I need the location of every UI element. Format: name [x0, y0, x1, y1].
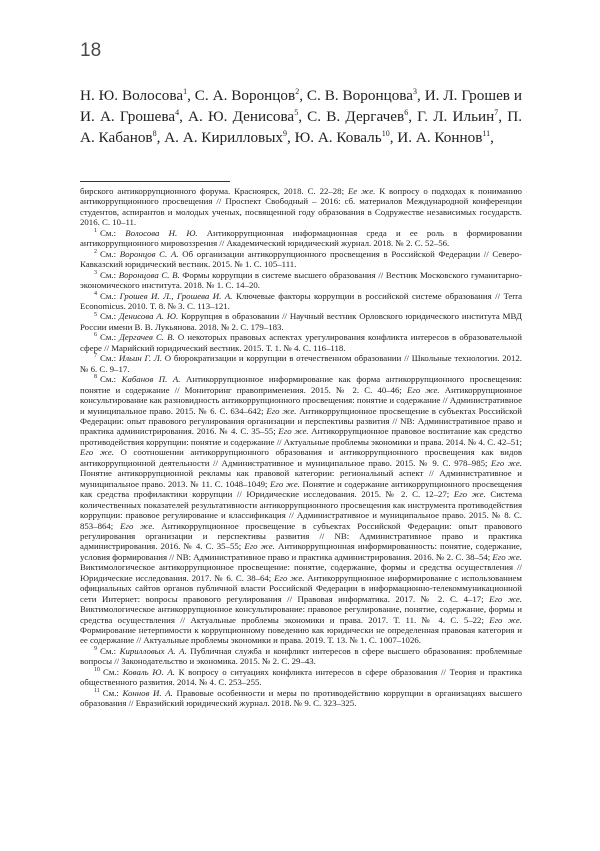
footnote: [80, 291, 522, 312]
footnote-number: 5: [94, 311, 97, 318]
footnote-number: 2: [94, 248, 97, 255]
footnote-text: См.: Воронцов С. А. Об организации антикоррупционного просвещения в Российской Федерации // Северо-Кавказский юридический вестник. 2015. № 1. С. 105–111.: [80, 248, 522, 270]
footnote: [80, 374, 522, 646]
footnote: [80, 688, 522, 709]
footnote-text: См.: Денисова А. Ю. Коррупция в образовании // Научный вестник Орловского юридического института МВД России имени В. В. Лукьянова. 2018. № 2. С. 179–183.: [80, 311, 522, 332]
footnote: [80, 186, 522, 228]
footnote-separator: [80, 181, 230, 182]
footnote: [80, 311, 522, 332]
footnote-text: См.: Коваль Ю. А. К вопросу о ситуациях конфликта интересов в сфере образования // Теория и практика общественного развития. 2014. № 4. С. 253–255.: [80, 666, 522, 688]
page-number: 18: [80, 40, 102, 61]
footnote-text: См.: Воронцова С. В. Формы коррупции в системе высшего образования // Вестник Московского гуманитарно-экономического института. 2018. № 1. С. 14–20.: [80, 269, 522, 291]
footnote: [80, 646, 522, 667]
footnote-number: 1: [94, 227, 97, 234]
footnotes-section: [80, 186, 522, 709]
footnote-number: 4: [94, 290, 97, 297]
footnote: [80, 667, 522, 688]
footnote-number: 6: [94, 332, 97, 339]
footnote-number: 11: [94, 687, 100, 694]
footnote-text: См.: Кирилловых А. А. Публичная служба и конфликт интересов в сфере высшего образования: проблемные вопросы // Законодательство и экономика. 2015. № 2. С. 29–43.: [80, 645, 522, 667]
footnote-number: 7: [94, 353, 97, 360]
footnote-number: 10: [94, 666, 100, 673]
footnote: [80, 228, 522, 249]
footnote-text: См.: Ильин Г. Л. О бюрократизации и коррупции в отечественном образовании // Школьные технологии. 2012. № 6. С. 9–17.: [80, 353, 522, 374]
footnote: [80, 353, 522, 374]
footnote-text: См.: Грошев И. Л., Грошева И. А. Ключевые факторы коррупции в российской системе образования // Terra Economicus. 2010. Т. 8. № 3. С. 113–121.: [80, 290, 522, 311]
footnote: [80, 332, 522, 353]
footnote-text: бирского антикоррупционного форума. Красноярск, 2018. С. 22–28; Ее же. К вопросу о подходах к пониманию антикоррупционного просвещения // Проспект Свободный – 2016: сб. материалов Международной конференции студентов, аспирантов и молодых ученых, посвященной году образования в Содружестве независимых государств. 2016. С. 10–11.: [80, 186, 523, 228]
footnote-text: См.: Волосова Н. Ю. Антикоррупционная информационная среда и ее роль в формировании антикоррупционного мировоззрения // Академический юридический журнал. 2018. № 2. С. 52–56.: [80, 227, 522, 249]
footnote-text: См.: Коннов И. А. Правовые особенности и меры по противодействию коррупции в организациях высшего образования // Евразийский юридический журнал. 2018. № 9. С. 323–325.: [80, 687, 523, 709]
footnote: [80, 249, 522, 270]
footnote-text: См.: Дергачев С. В. О некоторых правовых аспектах урегулирования конфликта интересов в образовательной сфере // Марийский юридический вестник. 2015. Т. 1. № 4. С. 116–118.: [80, 332, 523, 353]
author-list: Н. Ю. Волосова$^1$, С. А. Воронцов$^2$, С. В. Воронцова$^3$, И. Л. Грошев и И. А. Грошева$^4$, А. Ю. Денисова$^5$, С. В. Дергачев$^6$, Г. Л. Ильин$^7$, П. А. Кабанов$^8$, А. А. Кирилловых$^9$, Ю. А. Коваль$^{10}$, И. А. Коннов$^{11}$,: [80, 86, 523, 146]
footnote-number: 8: [94, 374, 97, 381]
footnote-text: См.: Кабанов П. А. Антикоррупционное информирование как форма антикоррупционного просвещения: понятие и содержание // Мониторинг правоприменения. 2015. № 2. С. 40–46; Его же. Антикоррупционное консультирование как разновидность антикоррупционного просвещения: понятие и содержание // Административное и муниципальное право. 2015. № 6. С. 634–642; Его же. Антикоррупционное просвещение в субъектах Российской Федерации: опыт правового регулирования организации и перспективы развития // NB: Административное право и практика администрирования. 2016. № 4. С. 35–55; Его же. Антикоррупционное правовое воспитание как средство противодействия коррупции: понятие и содержание // Актуальные проблемы экономики и права. 2014. № 4. С. 42–51; Его же. О соотношении антикоррупционного образования и антикоррупционного просвещения как видов антикоррупционной деятельности // Административное и муниципальное право. 2015. № 9. С. 978–985; Его же. Понятие антикоррупционной рекламы как правовой категории: региональный аспект // Административное и муниципальное право. 2013. № 11. С. 1048–1049; Его же. Понятие и содержание антикоррупционного просвещения как средства профилактики коррупции // Юридические исследования. 2015. № 2. С. 12–27; Его же. Система количественных показателей результативности антикоррупционного просвещения как инструмента противодействия коррупции: правовое регулирование и классификация // Административное и муниципальное право. 2015. № 8. С. 853–864; Его же. Антикоррупционное просвещение в субъектах Российской Федерации: опыт правового регулирования организации и перспективы развития // NB: Административное право и практика администрирования. 2016. № 4. С. 35–55; Его же. Антикоррупционная информированность: понятие, содержание, условия формирования // NB: Административное право и практика администрирования. 2016. № 2. С. 38–54; Его же. Виктимологическое антикоррупционное просвещение: понятие, содержание, формы и средства осуществления // Юридические исследования. 2017. № 6. С. 38–64; Его же. Антикоррупционное информирование с использованием официальных сайтов органов публичной власти Российской Федерации в информационно-телекоммуникационной сети Интернет: вопросы правового регулирования // Правовая информатика. 2017. № 2. С. 4–17; Его же. Виктимологическое антикоррупционное консультирование: правовое регулирование, понятие, содержание, формы и средства осуществления // Актуальные проблемы экономики и права. 2017. Т. 11. № 4. С. 5–22; Его же. Формирование нетерпимости к коррупционному поведению как юридически не определенная правовая категория и ее содержание // Актуальные проблемы экономики и права. 2019. Т. 13. № 1. С. 1007–1026.: [80, 374, 523, 646]
footnote-number: 3: [94, 269, 97, 276]
footnote: [80, 270, 522, 291]
footnote-number: 9: [94, 646, 97, 653]
